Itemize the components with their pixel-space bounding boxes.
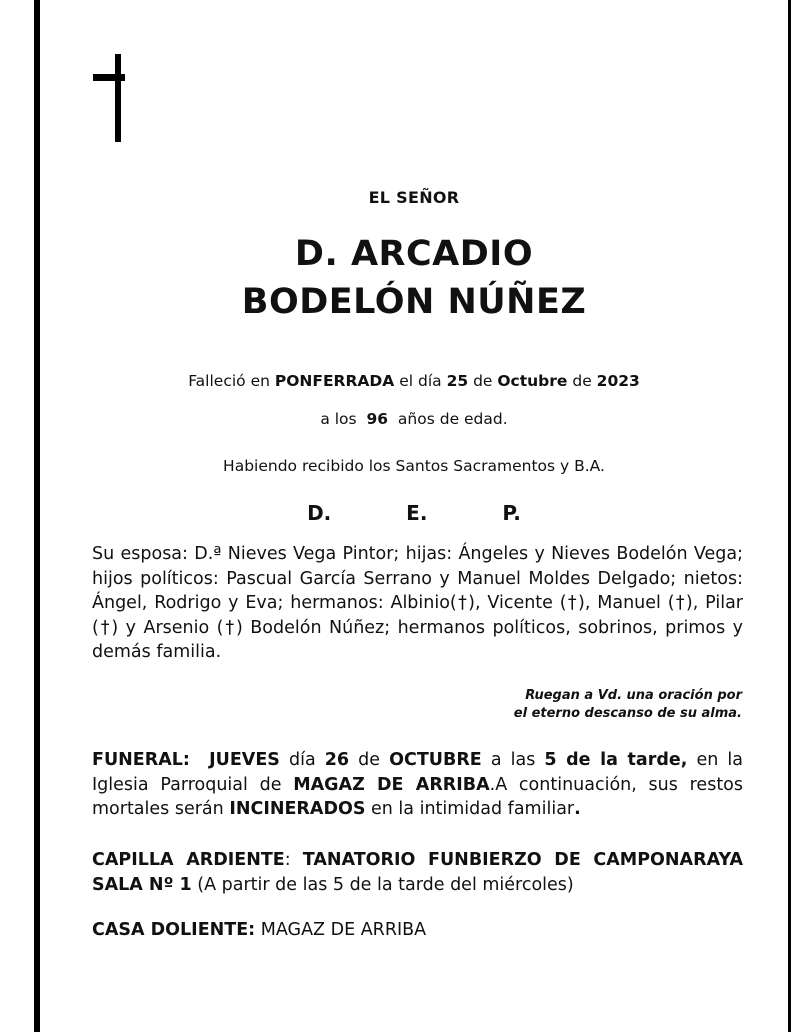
age-value: 96 — [366, 410, 389, 428]
text: de — [349, 750, 390, 770]
funeral-action: INCINERADOS — [229, 799, 366, 819]
text: años de edad. — [388, 410, 508, 428]
funeral-month: OCTUBRE — [389, 750, 482, 770]
text: de — [468, 372, 498, 390]
funeral-paragraph — [92, 748, 749, 822]
name-line-1: D. ARCADIO — [294, 234, 534, 274]
text: .A continuación, sus restos mortales serán — [92, 774, 749, 819]
capilla-place: TANATORIO FUNBIERZO DE CAMPONARAYA SALA Nº 1 — [92, 850, 743, 895]
text: . — [574, 799, 581, 819]
text: a los — [320, 410, 367, 428]
funeral-time: 5 de la tarde, — [544, 750, 688, 770]
casa-doliente — [92, 918, 743, 943]
name-line-2: BODELÓN NÚÑEZ — [241, 282, 587, 322]
capilla-note: (A partir de las 5 de la tarde del miércoles) — [191, 874, 574, 895]
text: en la Iglesia Parroquial de — [92, 750, 749, 795]
text: de — [567, 372, 597, 390]
casa-value: MAGAZ DE ARRIBA — [255, 920, 427, 940]
death-month: Octubre — [497, 372, 568, 390]
cross-icon — [93, 54, 143, 144]
sacraments-line: Habiendo recibido los Santos Sacramentos y B.A. — [223, 457, 605, 475]
dep-line: D. E. P. — [307, 501, 521, 525]
funeral-place: MAGAZ DE ARRIBA — [293, 774, 490, 795]
casa-label: CASA DOLIENTE: — [92, 920, 256, 940]
death-day: 25 — [446, 372, 469, 390]
family-paragraph: Su esposa: D.ª Nieves Vega Pintor; hijas: Ángeles y Nieves Bodelón Vega; hijos políticos: Pascual García Serrano y Manuel Moldes Delgado; nietos: Ángel, Rodrigo y Eva; hermanos: Albinio(†), Vicente (†), Manuel (†), Pilar (†) y Arsenio (†) Bodelón Núñez; hermanos políticos, sobrinos, primos y demás familia. — [92, 544, 743, 662]
capilla-label: CAPILLA ARDIENTE — [92, 850, 285, 870]
prayer-note — [514, 687, 742, 723]
text: en la intimidad familiar — [365, 799, 575, 819]
right-border — [788, 0, 791, 1032]
title-prefix: EL SEÑOR — [368, 188, 460, 207]
capilla-paragraph — [92, 848, 743, 897]
funeral-label: FUNERAL: JUEVES — [92, 750, 280, 770]
death-line — [40, 372, 788, 390]
text: a las — [481, 750, 545, 770]
funeral-day: 26 — [324, 750, 350, 770]
deceased-name — [40, 230, 788, 326]
prayer-line-1: Ruegan a Vd. una oración por — [525, 688, 742, 703]
text: día — [279, 750, 325, 770]
text: el día — [394, 372, 447, 390]
death-year: 2023 — [596, 372, 640, 390]
text: : — [284, 850, 303, 870]
prayer-line-2: el eterno descanso de su alma. — [513, 706, 742, 721]
text: Falleció en — [188, 372, 275, 390]
age-line — [40, 410, 788, 428]
death-place: PONFERRADA — [274, 372, 395, 390]
